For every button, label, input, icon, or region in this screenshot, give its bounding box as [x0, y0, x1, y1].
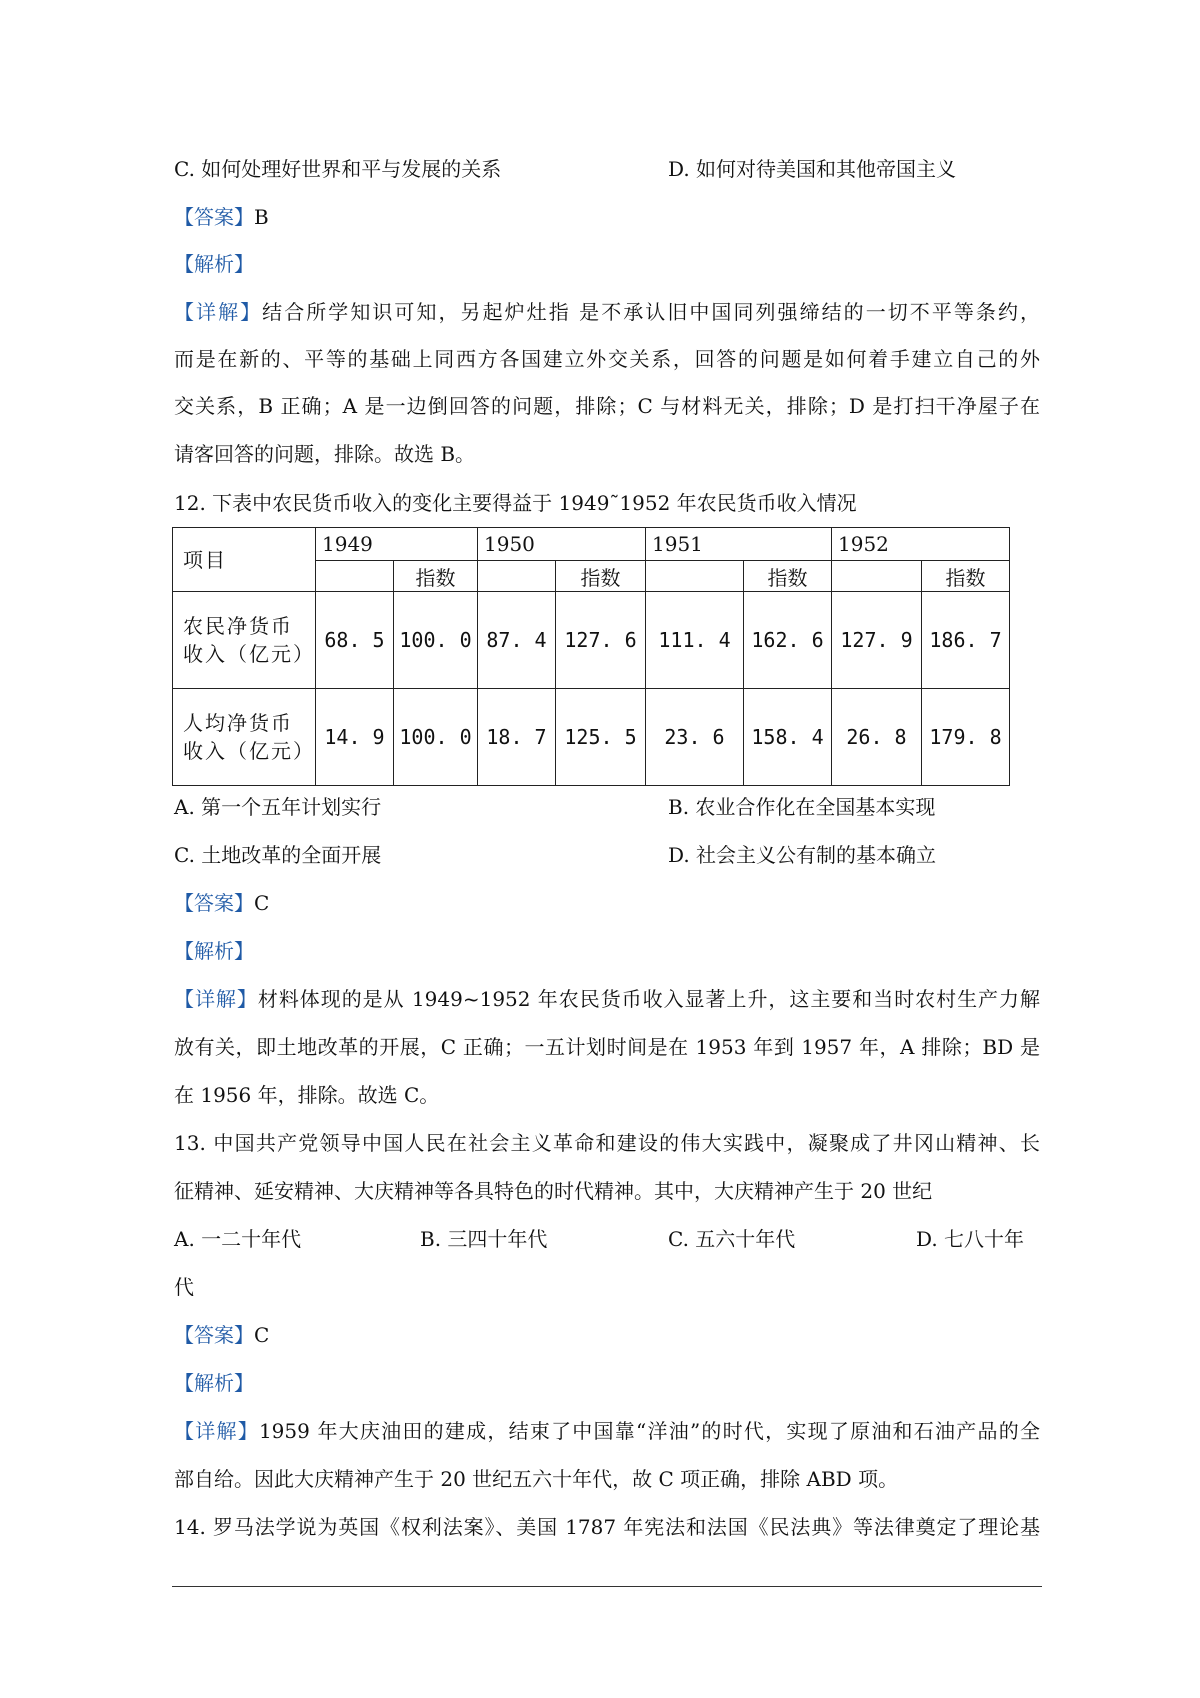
q13-option-d-wrap: 代: [174, 1275, 194, 1299]
q12-option-c: C. 土地改革的全面开展: [174, 843, 382, 867]
q13-option-d: D. 七八十年: [916, 1227, 1025, 1251]
row-label: 农民净货币 收入（亿元）: [173, 592, 316, 689]
q12-option-b: B. 农业合作化在全国基本实现: [668, 795, 936, 819]
q11-answer: [174, 203, 269, 231]
q13-stem-line-1: 13. 中国共产党领导中国人民在社会主义革命和建设的伟大实践中，凝聚成了井冈山精神、长: [174, 1131, 1040, 1155]
table-cell: 158. 4: [744, 689, 832, 786]
header-year-1950: 1950: [478, 528, 646, 561]
q12-detail-line-2: 放有关，即土地改革的开展，C 正确；一五计划时间是在 1953 年到 1957 年，A 排除；BD 是: [174, 1035, 1040, 1059]
header-value-blank: [316, 561, 394, 592]
header-index: 指数: [922, 561, 1010, 592]
q11-analysis-tag: 【解析】: [174, 252, 254, 276]
table-cell: 186. 7: [922, 592, 1010, 689]
header-index: 指数: [744, 561, 832, 592]
q11-detail-line-3: 交关系，B 正确；A 是一边倒回答的问题，排除；C 与材料无关，排除；D 是打扫干净屋子在: [174, 394, 1040, 418]
table-cell: 127. 9: [832, 592, 922, 689]
header-year-1952: 1952: [832, 528, 1010, 561]
answer-value: C: [254, 891, 270, 915]
q12-detail-line-3: 在 1956 年，排除。故选 C。: [174, 1083, 440, 1107]
table-cell: 68. 5: [316, 592, 394, 689]
q12-analysis-tag: 【解析】: [174, 939, 254, 963]
answer-tag: 【答案】: [174, 205, 254, 229]
table-cell: 87. 4: [478, 592, 556, 689]
q12-option-d: D. 社会主义公有制的基本确立: [668, 843, 937, 867]
detail-tag: 【详解】: [174, 987, 258, 1011]
table-cell: 111. 4: [646, 592, 744, 689]
q11-detail-line-4: 请客回答的问题，排除。故选 B。: [174, 442, 476, 466]
q13-option-b: B. 三四十年代: [420, 1227, 548, 1251]
header-index: 指数: [394, 561, 478, 592]
footer-divider: [172, 1586, 1042, 1587]
header-index: 指数: [556, 561, 646, 592]
q13-stem-line-2: 征精神、延安精神、大庆精神等各具特色的时代精神。其中，大庆精神产生于 20 世纪: [174, 1179, 933, 1203]
table-cell: 18. 7: [478, 689, 556, 786]
q13-detail-line-2: 部自给。因此大庆精神产生于 20 世纪五六十年代，故 C 项正确，排除 ABD 项。: [174, 1467, 899, 1491]
table-cell: 179. 8: [922, 689, 1010, 786]
answer-tag: 【答案】: [174, 891, 254, 915]
table-cell: 125. 5: [556, 689, 646, 786]
row-label: 人均净货币 收入（亿元）: [173, 689, 316, 786]
income-table: [172, 527, 1010, 786]
detail-text: 材料体现的是从 1949~1952 年农民货币收入显著上升，这主要和当时农村生产力解: [257, 987, 1040, 1011]
header-year-1949: 1949: [316, 528, 478, 561]
q12-answer: [174, 889, 269, 917]
detail-text: 1959 年大庆油田的建成，结束了中国靠“洋油”的时代，实现了原油和石油产品的全: [258, 1419, 1040, 1443]
table-cell: 100. 0: [394, 689, 478, 786]
q11-detail-line-1: [174, 298, 1040, 326]
q13-detail-line-1: [174, 1417, 1040, 1445]
header-value-blank: [832, 561, 922, 592]
header-year-1951: 1951: [646, 528, 832, 561]
answer-tag: 【答案】: [174, 1323, 254, 1347]
table-cell: 127. 6: [556, 592, 646, 689]
table-row: [173, 592, 1010, 689]
q13-option-c: C. 五六十年代: [668, 1227, 796, 1251]
detail-text: 结合所学知识可知，另起炉灶指 是不承认旧中国同列强缔结的一切不平等条约，: [262, 300, 1041, 324]
table-cell: 23. 6: [646, 689, 744, 786]
header-item: 项目: [173, 528, 316, 592]
q11-detail-line-2: 而是在新的、平等的基础上同西方各国建立外交关系，回答的问题是如何着手建立自己的外: [174, 347, 1040, 371]
q14-stem-line: 14. 罗马法学说为英国《权利法案》、美国 1787 年宪法和法国《民法典》等法律奠定了理论基: [174, 1515, 1040, 1539]
table-row: [173, 689, 1010, 786]
detail-tag: 【详解】: [174, 300, 263, 324]
q12-stem: 12. 下表中农民货币收入的变化主要得益于 1949˜1952 年农民货币收入情况: [174, 491, 857, 515]
q11-option-d: D. 如何对待美国和其他帝国主义: [668, 157, 957, 181]
q13-option-a: A. 一二十年代: [174, 1227, 302, 1251]
header-value-blank: [646, 561, 744, 592]
q11-option-c: C. 如何处理好世界和平与发展的关系: [174, 157, 502, 181]
detail-tag: 【详解】: [174, 1419, 259, 1443]
table-cell: 100. 0: [394, 592, 478, 689]
q12-detail-line-1: [174, 985, 1040, 1013]
q12-option-a: A. 第一个五年计划实行: [174, 795, 382, 819]
q13-answer: [174, 1321, 269, 1349]
answer-value: B: [254, 205, 269, 229]
table-cell: 26. 8: [832, 689, 922, 786]
header-value-blank: [478, 561, 556, 592]
q13-analysis-tag: 【解析】: [174, 1371, 254, 1395]
table-cell: 162. 6: [744, 592, 832, 689]
table-cell: 14. 9: [316, 689, 394, 786]
answer-value: C: [254, 1323, 270, 1347]
